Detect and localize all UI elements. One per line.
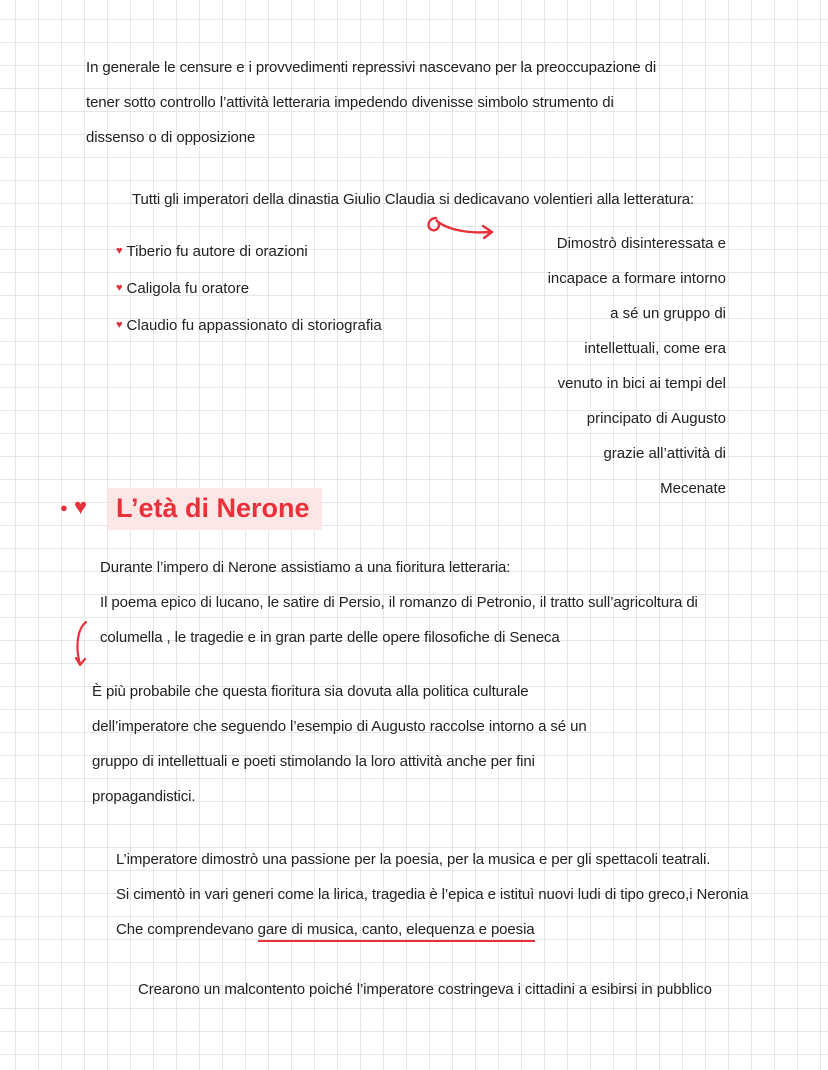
curly-arrow-icon [424, 212, 498, 242]
intro-line: tener sotto controllo l’attività letteraria impedendo divenisse simbolo strumento di [86, 94, 614, 111]
side-note: Dimostrò disinteressata e incapace a formare intorno a sé un gruppo di intellettuali, come era venuto in bici ai tempi del principato di Augusto grazie all’attività di Mecenate [547, 235, 726, 497]
list-item: ♥ Claudio fu appassionato di storiografia [116, 317, 382, 334]
dot-icon: ● [60, 500, 68, 515]
curved-arrow-icon [72, 620, 92, 670]
heart-icon: ♥ [74, 494, 88, 519]
passion-paragraph: L’imperatore dimostrò una passione per la poesia, per la musica e per gli spettacoli teatrali. Si cimentò in vari generi come la lirica, tragedia è l’epica e istituì nuovi ludi di tipo greco,i Neronia Che comprendevano gare di musica, canto, elequenza e poesia [116, 842, 748, 947]
heading-highlight [108, 488, 322, 530]
intro-line: dissenso o di opposizione [86, 129, 256, 146]
heart-bullet-icon: ♥ [116, 282, 123, 294]
page-title: L’età di Nerone [116, 493, 310, 523]
heart-bullet-icon: ♥ [116, 245, 123, 257]
underlined-phrase: gare di musica, canto, elequenza e poesia [258, 921, 535, 942]
heart-bullet-icon: ♥ [116, 319, 123, 331]
cultural-policy-paragraph: È più probabile che questa fioritura sia dovuta alla politica culturale dell’imperatore che seguendo l’esempio di Augusto raccolse intorno a sé un gruppo di intellettuali e poeti stimolando la loro attività anche per fini propagandistici. [92, 683, 587, 805]
emperor-list [116, 234, 382, 345]
list-item: ♥ Caligola fu oratore [116, 280, 250, 297]
list-item: ♥ Tiberio fu autore di orazioni [116, 243, 308, 260]
nerone-paragraph: Durante l’impero di Nerone assistiamo a una fioritura letteraria: Il poema epico di lucano, le satire di Persio, il romanzo di Petronio, il tratto sull’agricoltura di columella , le tragedie e in gran parte delle opere filosofiche di Seneca [100, 559, 698, 646]
intro-paragraph [86, 50, 656, 155]
intro-line: In generale le censure e i provvedimenti repressivi nascevano per la preoccupazione di [86, 59, 657, 76]
conclusion-line: Crearono un malcontento poiché l’imperatore costringeva i cittadini a esibirsi in pubblico [138, 981, 712, 998]
dynasty-statement: Tutti gli imperatori della dinastia Giulio Claudia si dedicavano volentieri alla letteratura: [132, 191, 695, 208]
